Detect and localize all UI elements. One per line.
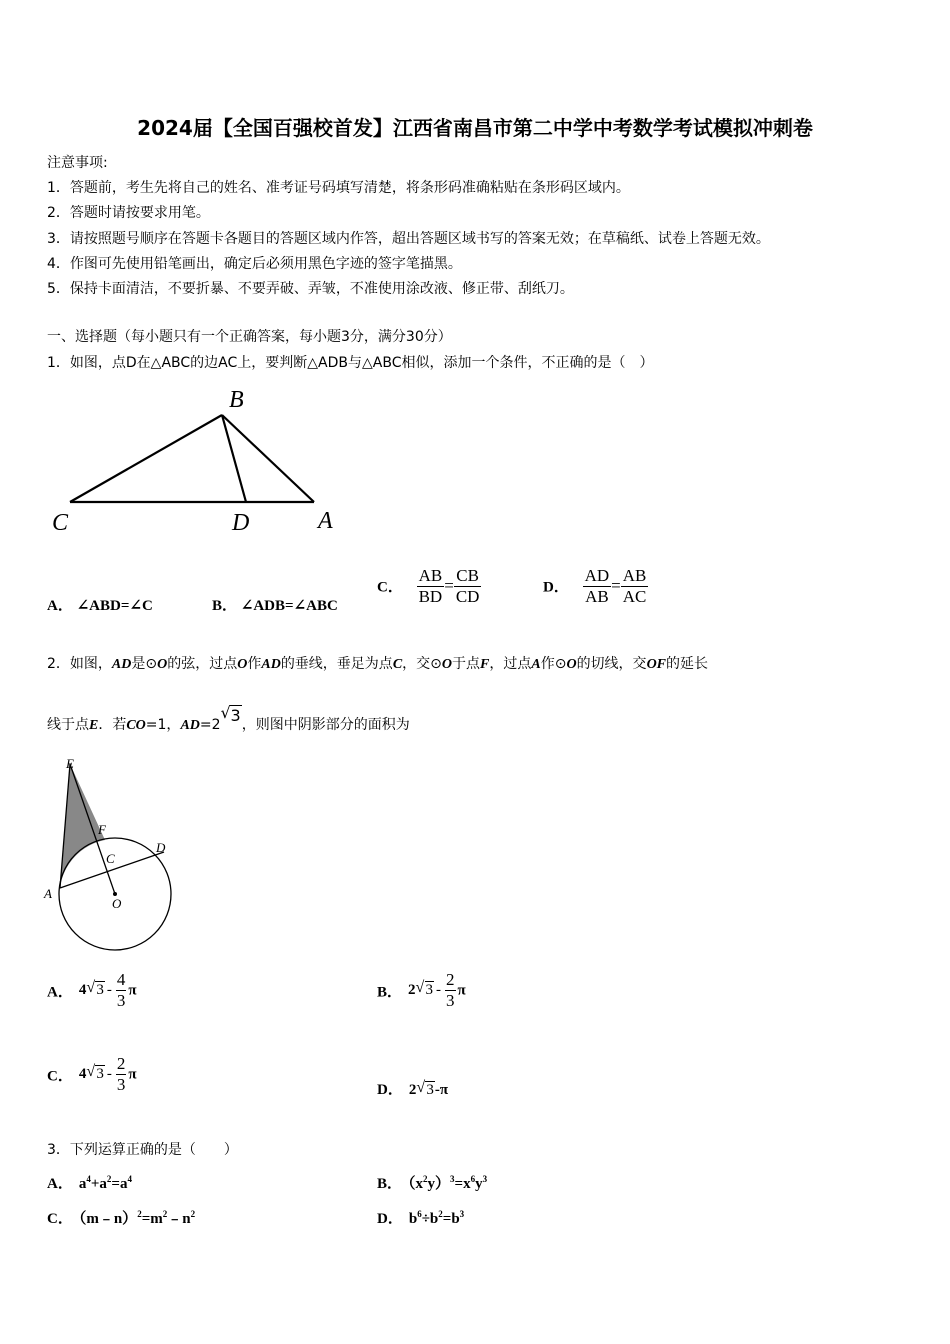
label-d: D <box>232 510 250 536</box>
q1-option-d[interactable] <box>543 566 648 606</box>
notice-item-3: 3．请按照题号顺序在答题卡各题目的答题区域内作答，超出答题区域书写的答案无效；在草稿纸、试卷上答题无效。 <box>47 231 770 247</box>
option-label: D． <box>543 579 569 596</box>
denominator: AC <box>622 586 647 606</box>
equals: = <box>611 576 621 596</box>
question-2-stem-line-1: 2．如图，AD是⊙O的弦，过点O作AD的垂线，垂足为点C，交⊙O于点F，过点A作⊙O的切线，交OF的延长 <box>47 656 709 672</box>
q2-option-c[interactable]: C． 4 √ 3 - $\frac{2}{3}$ π <box>47 1054 137 1095</box>
q3-option-a[interactable]: A． $a^4+a^2=a^4$ <box>47 1174 132 1192</box>
q3-option-d[interactable]: D． $b^6\div b^2=b^3$ <box>377 1209 465 1227</box>
q3-option-c[interactable]: C． $(m﹣n)^2=m^2﹣n^2$ <box>47 1209 196 1227</box>
q2-option-a[interactable]: A． 4 √ 3 - $\frac{4}{3}$ π <box>47 970 137 1011</box>
equals: = <box>444 576 454 596</box>
segment-ba <box>222 415 314 502</box>
numerator: CB <box>456 566 479 585</box>
question-1-stem: 1．如图，点D在△ABC的边AC上，要判断△ADB与△ABC相似，添加一个条件，不正确的是（ ） <box>47 355 654 371</box>
notice-item-1: 1．答题前，考生先将自己的姓名、准考证号码填写清楚，将条形码准确粘贴在条形码区域内。 <box>47 180 630 196</box>
label-o: O <box>112 896 122 911</box>
label-a: A <box>44 886 52 901</box>
q1-option-a[interactable] <box>47 594 153 615</box>
q2-option-b[interactable]: B． 2 √ 3 - $\frac{2}{3}$ π <box>377 970 466 1011</box>
label-e: E <box>66 756 74 771</box>
q1-option-b[interactable] <box>212 594 338 615</box>
label-c: C <box>106 851 115 866</box>
label-a: A <box>318 508 333 534</box>
option-text: ∠ABD=∠C <box>76 598 153 614</box>
option-label: A． <box>47 598 73 614</box>
question-1-figure <box>40 380 360 540</box>
label-f: F <box>98 822 106 837</box>
denominator: BD <box>418 586 443 606</box>
notice-heading: 注意事项: <box>47 155 108 171</box>
numerator: AB <box>622 566 647 585</box>
q3-option-b[interactable]: B． $(x^2y)^3=x^6y^3$ <box>377 1174 488 1192</box>
option-label: C． <box>377 579 403 596</box>
section-heading: 一、选择题（每小题只有一个正确答案，每小题3分，满分30分） <box>47 329 452 345</box>
label-b: B <box>229 387 244 413</box>
page-title: 2024届【全国百强校首发】江西省南昌市第二中学中考数学考试模拟冲刺卷 <box>137 116 813 140</box>
question-2-stem-line-2: 线于点E．若CO=1，AD=2 √ 3，则图中阴影部分的面积为 <box>47 703 410 733</box>
segment-bd <box>222 415 246 502</box>
notice-item-5: 5．保持卡面清洁，不要折暴、不要弄破、弄皱，不准使用涂改液、修正带、刮纸刀。 <box>47 281 574 297</box>
numerator: AB <box>418 566 443 585</box>
option-label: B． <box>212 598 238 614</box>
fraction <box>417 566 445 606</box>
fraction <box>454 566 482 606</box>
sqrt: √ 3 <box>220 703 241 725</box>
label-c: C <box>52 510 69 536</box>
label-d: D <box>156 840 166 855</box>
option-text: ∠ADB=∠ABC <box>240 598 338 614</box>
q1-option-c[interactable] <box>377 566 481 606</box>
denominator: AB <box>585 586 609 606</box>
fraction <box>621 566 649 606</box>
segment-cb <box>70 415 222 502</box>
notice-item-2: 2．答题时请按要求用笔。 <box>47 205 210 221</box>
notice-item-4: 4．作图可先使用铅笔画出，确定后必须用黑色字迹的签字笔描黑。 <box>47 256 462 272</box>
denominator: CD <box>455 586 480 606</box>
question-3-stem: 3．下列运算正确的是（ ） <box>47 1142 238 1158</box>
question-2-figure <box>40 752 190 962</box>
q2-option-d[interactable]: D． 2 √ 3-π <box>377 1079 449 1098</box>
fraction <box>583 566 612 606</box>
numerator: AD <box>584 566 610 585</box>
